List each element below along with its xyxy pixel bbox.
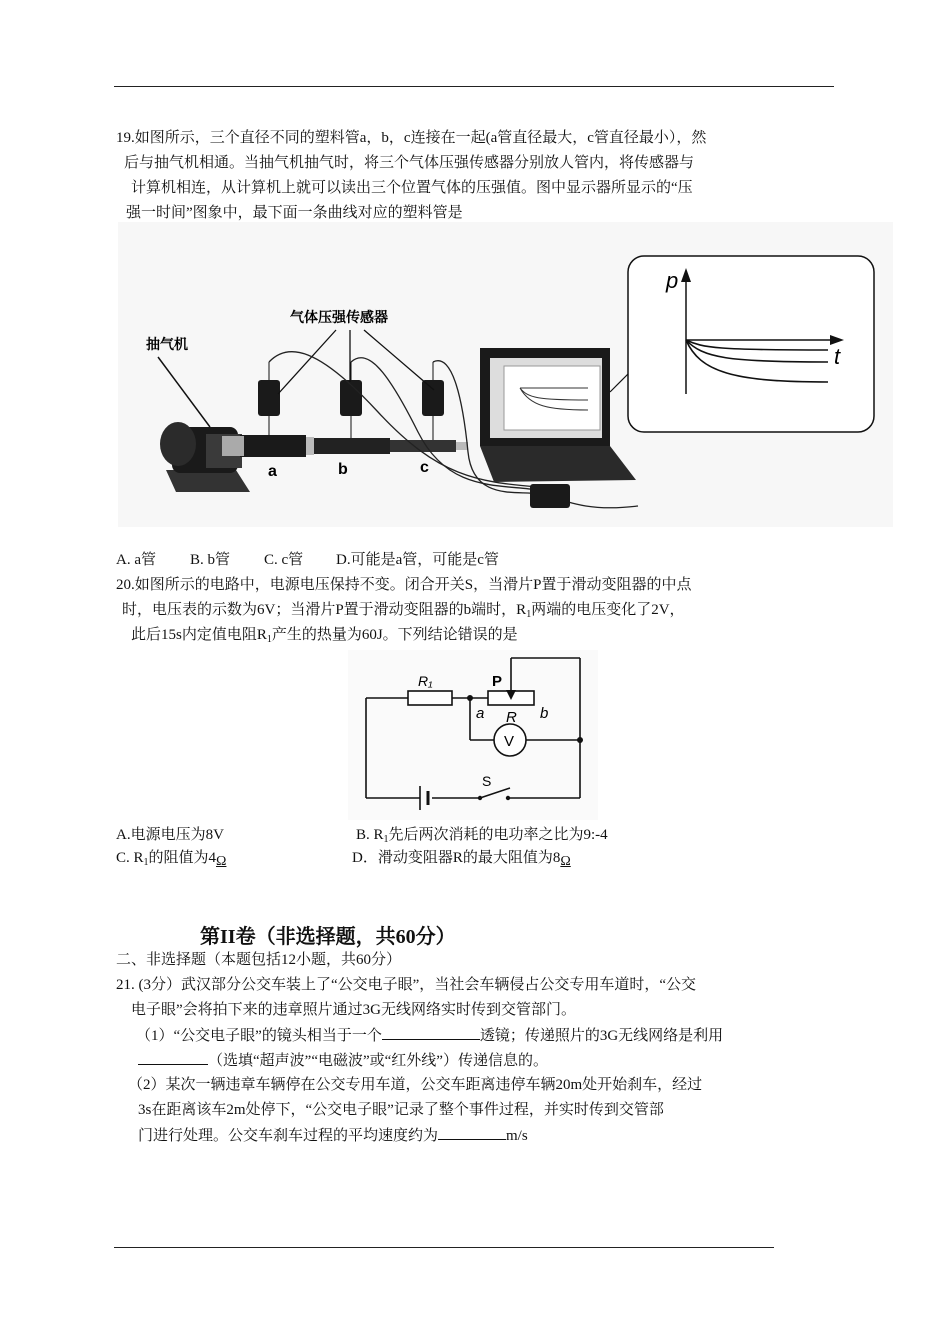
q19-line-4: 强一时间”图象中，最下面一条曲线对应的塑料管是 <box>126 205 463 221</box>
answer-blank-2[interactable] <box>138 1050 208 1065</box>
ohm-symbol: Ω <box>560 854 571 869</box>
q20-line-3-text-end: 产生的热量为60J。下列结论错误的是 <box>271 627 518 643</box>
q20-line-2-text: 时，电压表的示数为6V；当滑片P置于滑动变阻器的b端时，R <box>122 602 527 618</box>
axis-t-label: t <box>834 344 841 369</box>
footer-rule <box>114 1247 774 1248</box>
q21-sub1-text-mid: 透镜；传递照片的3G无线网络是利用 <box>479 1028 724 1044</box>
q21-sub1-text: （1）“公交电子眼”的镜头相当于一个 <box>136 1028 382 1044</box>
q20-line-2 <box>122 600 685 625</box>
q21-sub1-text-end: （选填“超声波”“电磁波”或“红外线”）传递信息的。 <box>208 1053 548 1069</box>
q19-line-2: 后与抽气机相通。当抽气机抽气时，将三个气体压强传感器分别放人管内，将传感器与 <box>124 155 695 171</box>
q20-option-a: A.电源电压为8V <box>116 827 224 843</box>
q19-option-a: A. a管 <box>116 552 156 568</box>
tube-c-label: c <box>420 459 429 476</box>
header-rule <box>114 86 834 87</box>
q19-line-3: 计算机相连，从计算机上就可以读出三个位置气体的压强值。图中显示器所显示的“压 <box>131 180 693 196</box>
q20-circuit <box>348 650 598 820</box>
q21-sub2-line-2: 3s在距离该车2m处停下，“公交电子眼”记录了整个事件过程，并实时传到交管部 <box>138 1102 664 1118</box>
q19-figure <box>118 222 893 527</box>
q19-option-c: C. c管 <box>264 552 304 568</box>
q21-sub1-line-2 <box>138 1050 548 1071</box>
axis-p-label: p <box>666 268 679 293</box>
q20-option-b-text: B. R <box>356 827 384 843</box>
r1-label: R₁ <box>418 673 433 689</box>
data-collector <box>530 484 570 508</box>
voltmeter-label: V <box>504 733 515 750</box>
q21-sub2-line-1: （2）某次一辆违章车辆停在公交专用车道，公交车距离违停车辆20m处开始刹车，经过 <box>128 1077 703 1093</box>
tube-a-label: a <box>268 463 277 480</box>
q20-option-b <box>356 825 608 850</box>
r-label: R <box>506 709 517 726</box>
q20-line-1: 20.如图所示的电路中，电源电压保持不变。闭合开关S，当滑片P置于滑动变阻器的中点 <box>116 577 692 593</box>
q20-line-3 <box>131 625 518 650</box>
switch-label: S <box>482 773 492 789</box>
pump <box>160 422 250 492</box>
q21-sub2-text: 门进行处理。公交车刹车过程的平均速度约为 <box>138 1128 439 1144</box>
tube-b-label: b <box>338 461 348 478</box>
q20-line-3-text: 此后15s内定值电阻R <box>131 627 267 643</box>
q21-sub1-line-1 <box>136 1025 723 1046</box>
q19-line-1: 19.如图所示，三个直径不同的塑料管a，b，c连接在一起(a管直径最大，c管直径最小），然 <box>116 130 707 146</box>
p-label: P <box>492 673 503 690</box>
subscript: 1 <box>266 634 272 645</box>
part2-subtitle: 二、非选择题（本题包括12小题，共60分） <box>116 952 402 968</box>
q20-line-2-text-end: 两端的电压变化了2V， <box>531 602 685 618</box>
unit-mps: m/s <box>506 1128 528 1144</box>
subscript: 1 <box>383 834 389 845</box>
q20-option-c <box>116 848 226 873</box>
q20-option-d <box>352 848 571 872</box>
q21-line-2: 电子眼”会将拍下来的违章照片通过3G无线网络实时传到交管部门。 <box>131 1002 576 1018</box>
pump-label: 抽气机 <box>146 336 188 352</box>
q21-sub2-line-3 <box>138 1125 528 1146</box>
ohm-symbol: Ω <box>216 854 227 869</box>
sensor-label: 气体压强传感器 <box>290 309 388 325</box>
a-label: a <box>476 705 485 722</box>
q20-option-d-text: D．滑动变阻器R的最大阻值为8 <box>352 850 561 866</box>
subscript: 1 <box>526 609 532 620</box>
answer-blank-1[interactable] <box>382 1025 480 1040</box>
q21-line-1: 21. (3分）武汉部分公交车装上了“公交电子眼”，当社会车辆侵占公交专用车道时，“公交 <box>116 977 696 993</box>
q20-option-c-text-end: 的阻值为4 <box>148 850 217 866</box>
q20-option-b-text-end: 先后两次消耗的电功率之比为9:-4 <box>388 827 608 843</box>
answer-blank-3[interactable] <box>438 1125 506 1140</box>
q19-option-b: B. b管 <box>190 552 231 568</box>
subscript: 1 <box>143 857 149 868</box>
part2-title: 第II卷（非选择题，共60分） <box>200 926 456 948</box>
q20-option-c-text: C. R <box>116 850 144 866</box>
q19-option-d: D.可能是a管，可能是c管 <box>336 552 499 568</box>
b-label: b <box>540 705 549 722</box>
